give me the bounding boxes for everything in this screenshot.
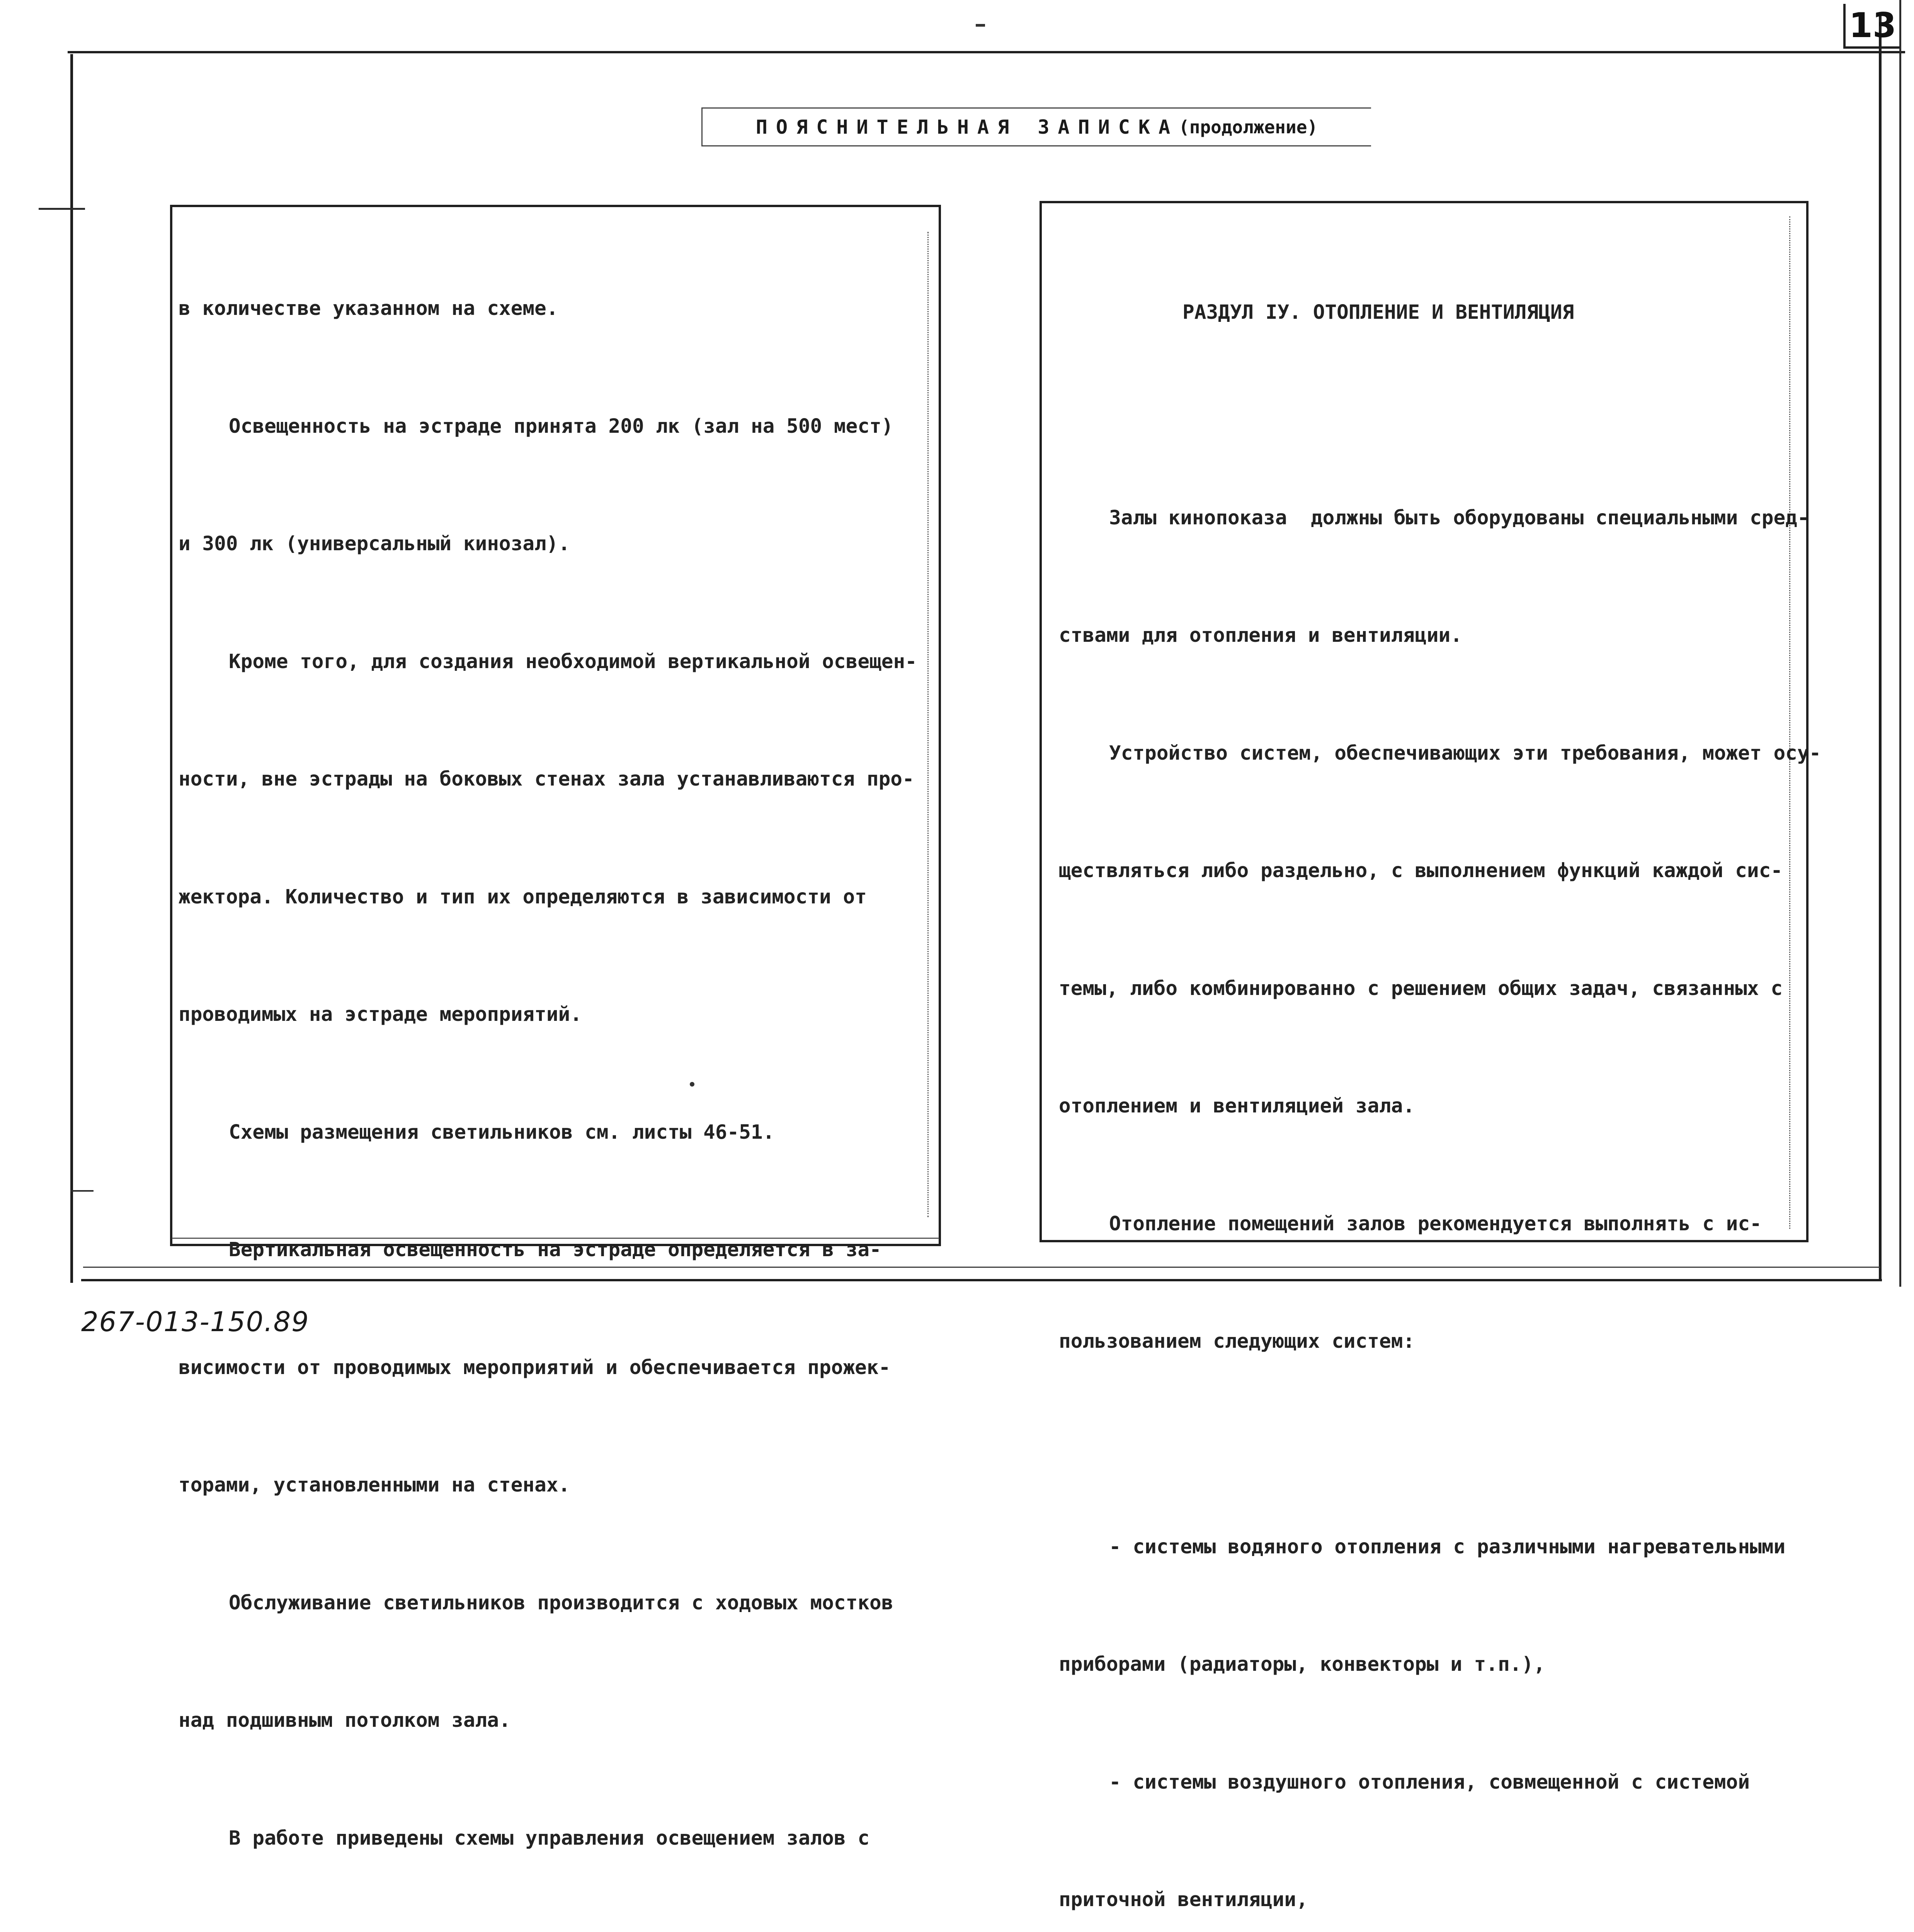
text-line: ствами для отопления и вентиляции. [1059,624,1462,647]
text-line: отоплением и вентиляцией зала. [1059,1095,1415,1117]
frame-right-outer-border [1899,0,1901,1287]
text-line: Отопление помещений залов рекомендуется выполнять с ис- [1109,1212,1762,1235]
text-line: - системы водяного отопления с различными нагревательными [1109,1535,1786,1558]
text-line: Кроме того, для создания необходимой вертикальной освещен- [229,650,917,673]
spacer [1059,411,1821,420]
text-line: Обслуживание светильников производится с ходовых мостков [229,1591,893,1614]
title-suffix: (продолжение) [1179,116,1318,138]
text-line: жектора. Количество и тип их определяются в зависимости от [179,885,867,908]
text-line: над подшивным потолком зала. [179,1709,511,1732]
text-line: Устройство систем, обеспечивающих эти требования, может осу- [1109,742,1821,765]
stray-dot [690,1082,694,1087]
page-number: 13 [1849,5,1897,45]
text-line: Освещенность на эстраде принята 200 лк (зал на 500 мест) [229,415,893,438]
text-line: ществляться либо раздельно, с выполнением функций каждой сис- [1059,859,1783,882]
left-panel-inner-line [927,232,929,1217]
text-line: В работе приведены схемы управления освещением залов с [229,1827,870,1850]
left-column-text [179,211,917,1932]
text-line: торами, установленными на стенах. [179,1474,570,1497]
document-code: 267-013-150.89 [81,1306,310,1338]
text-line: в количестве указанном на схеме. [179,297,558,320]
text-line: приточной вентиляции, [1059,1888,1308,1911]
frame-top-border [68,51,1905,53]
top-dash-mark [976,24,985,27]
frame-right-border [1879,15,1882,1279]
text-line: Залы кинопоказа должны быть оборудованы специальными сред- [1109,506,1809,529]
text-line: - системы воздушного отопления, совмещенной с системой [1109,1770,1750,1794]
spacer [1059,1440,1821,1449]
page-title [701,107,1371,146]
text-line: Схемы размещения светильников см. листы 46-51. [229,1121,775,1144]
frame-left-border [70,54,73,1283]
text-line: ности, вне эстрады на боковых стенах зала устанавливаются про- [179,768,914,791]
right-column-text [1059,214,1821,1932]
section-heading: РАЗДУЛ IУ. ОТОПЛЕНИЕ И ВЕНТИЛЯЦИЯ [1182,301,1574,324]
crop-mark [39,208,85,210]
text-line: и 300 лк (универсальный кинозал). [179,532,570,555]
text-line: пользованием следующих систем: [1059,1330,1415,1353]
text-line: висимости от проводимых мероприятий и обеспечивается прожек- [179,1356,891,1379]
crop-mark [70,1190,94,1192]
text-line: проводимых на эстраде мероприятий. [179,1003,582,1026]
text-line: темы, либо комбинированно с решением общих задач, связанных с [1059,977,1783,1000]
text-line: Вертикальная освещенность на эстраде определяется в за- [229,1238,881,1261]
title-main: ПОЯСНИТЕЛЬНАЯ ЗАПИСКА [755,116,1179,138]
text-line: приборами (радиаторы, конвекторы и т.п.), [1059,1653,1545,1676]
page-number-box [1843,4,1900,49]
